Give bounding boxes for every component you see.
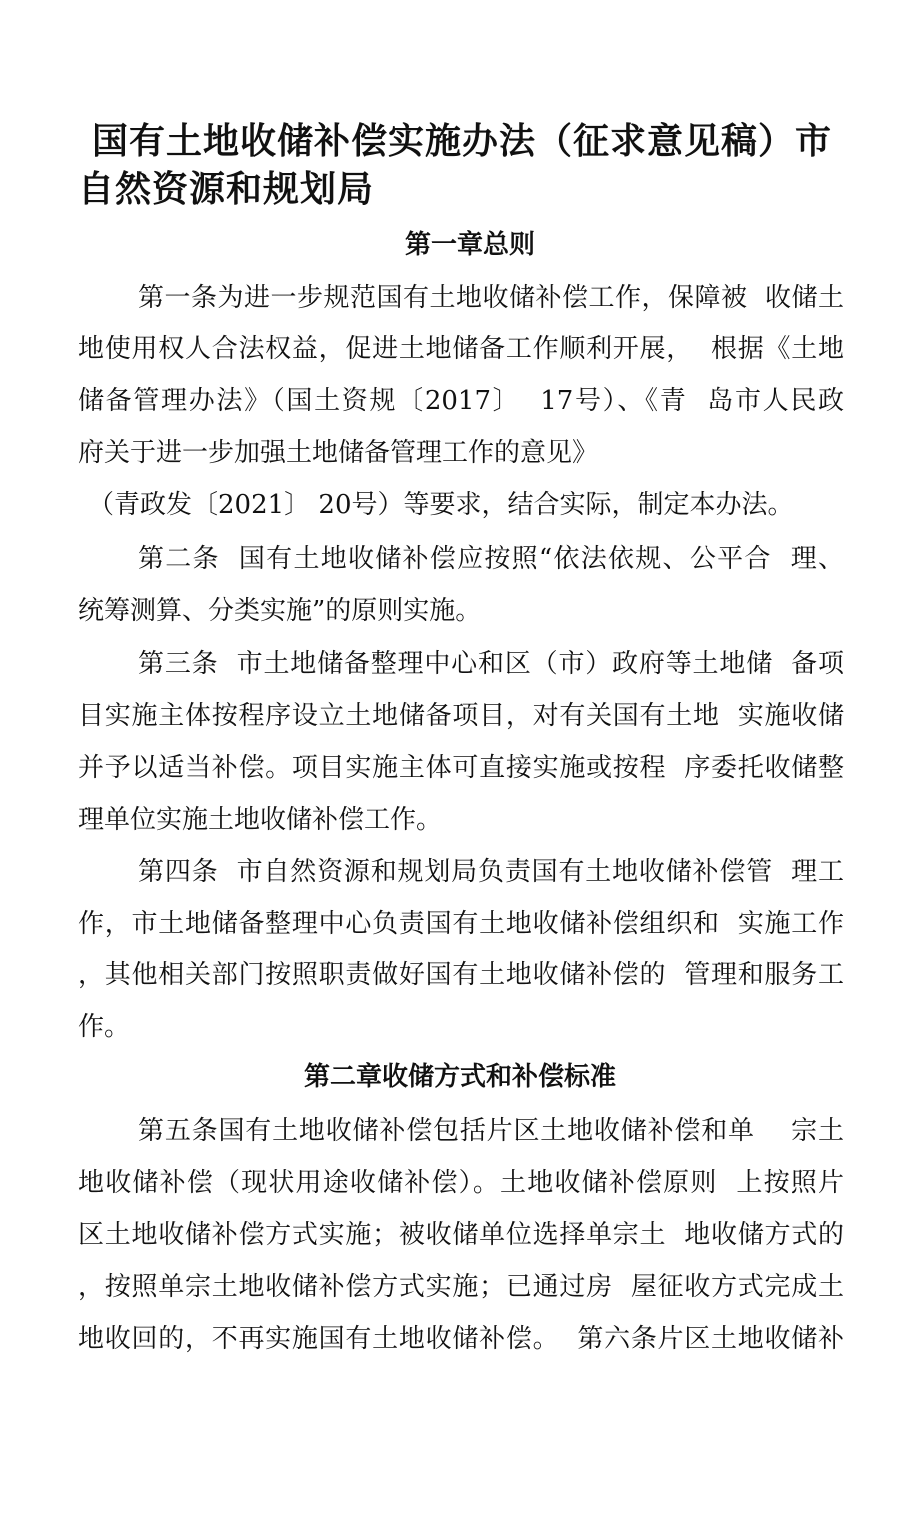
article-1-line: 储备管理办法》（国土资规〔2017〕 17号）、《青 岛市人民政 — [78, 386, 844, 416]
article-1-line: 第一条为进一步规范国有土地收储补偿工作，保障被 收储土 — [138, 283, 844, 313]
article-1-line: （青政发〔2021〕 20号）等要求，结合实际，制定本办法。 — [88, 490, 794, 520]
chapter-heading-2: 第二章收储方式和补偿标准 — [303, 1062, 616, 1092]
document-title-line-1: 国有土地收储补偿实施办法（征求意见稿）市 — [92, 121, 833, 162]
chapter-heading-1: 第一章总则 — [404, 230, 535, 260]
article-5-line: 地收储补偿（现状用途收储补偿）。土地收储补偿原则 上按照片 — [78, 1168, 844, 1198]
article-4-line: 作，市土地储备整理中心负责国有土地收储补偿组织和 实施工作 — [78, 909, 844, 939]
article-5-line: 第五条国有土地收储补偿包括片区土地收储补偿和单 宗土 — [138, 1116, 844, 1146]
article-1-line: 地使用权人合法权益，促进土地储备工作顺利开展， 根据《土地 — [78, 334, 844, 364]
article-3-line: 理单位实施土地收储补偿工作。 — [78, 805, 443, 835]
article-3-line: 第三条 市土地储备整理中心和区（市）政府等土地储 备项 — [138, 649, 844, 679]
document-title-line-2: 自然资源和规划局 — [78, 169, 375, 210]
article-2-line: 第二条 国有土地收储补偿应按照“依法依规、公平合 理、 — [138, 544, 844, 574]
article-5-line: ，按照单宗土地收储补偿方式实施；已通过房 屋征收方式完成土 — [78, 1272, 844, 1302]
article-3-line: 目实施主体按程序设立土地储备项目，对有关国有土地 实施收储 — [78, 701, 844, 731]
article-5-line: 区土地收储补偿方式实施；被收储单位选择单宗土 地收储方式的 — [78, 1220, 844, 1250]
article-2-line: 统筹测算、分类实施”的原则实施。 — [78, 596, 482, 626]
article-4-line: 第四条 市自然资源和规划局负责国有土地收储补偿管 理工 — [138, 857, 844, 887]
article-1-line: 府关于进一步加强土地储备管理工作的意见》 — [78, 438, 599, 468]
article-3-line: 并予以适当补偿。项目实施主体可直接实施或按程 序委托收储整 — [78, 753, 844, 783]
article-5-line: 地收回的，不再实施国有土地收储补偿。 第六条片区土地收储补 — [78, 1324, 844, 1354]
article-4-line: 作。 — [78, 1012, 131, 1042]
article-4-line: ，其他相关部门按照职责做好国有土地收储补偿的 管理和服务工 — [78, 960, 844, 990]
